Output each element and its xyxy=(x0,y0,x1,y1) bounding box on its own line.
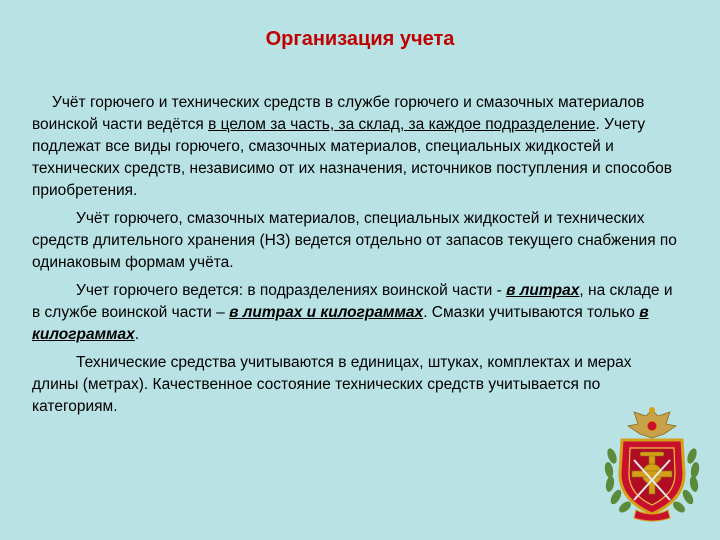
p1-text-b: . Учету подлежат все виды горючего, смазочных материалов, специальных жидкостей и технических средств, независимо от их назначения, источников поступления и способов приобретения. xyxy=(32,116,673,199)
p3-text-d: . xyxy=(134,326,140,343)
p3-emph-liters: в литрах xyxy=(506,282,580,299)
p1-text-a: Учёт горючего и технических средств в службе горючего и смазочных материалов воинской части ведётся xyxy=(32,94,645,133)
paragraph-3 xyxy=(32,280,682,346)
paragraph-2 xyxy=(32,208,682,274)
p3-emph-kg: в килограммах xyxy=(32,304,649,343)
eagle-icon xyxy=(628,407,676,438)
p3-text-c: . Смазки учитываются только xyxy=(423,304,640,321)
military-fuel-service-emblem-icon xyxy=(600,404,704,522)
slide-title: Организация учета xyxy=(265,28,455,50)
p3-text-b: , на складе и в службе воинской части – xyxy=(32,282,673,321)
p1-underlined-scope: в целом за часть, за склад, за каждое подразделение xyxy=(208,116,596,133)
p4-text: Технические средства учитываются в единицах, штуках, комплектах и мерах длины (метрах). Качественное состояние технических средств учитывается по категориям. xyxy=(32,354,632,415)
slide-body xyxy=(32,92,682,424)
paragraph-4 xyxy=(32,352,682,418)
p2-text: Учёт горючего, смазочных материалов, специальных жидкостей и технических средств длительного хранения (НЗ) ведется отдельно от запасов текущего снабжения по одинаковым формам учёта. xyxy=(32,210,677,271)
paragraph-1 xyxy=(32,92,682,202)
p3-emph-liters-kg: в литрах и килограммах xyxy=(229,304,424,321)
p3-text-a: Учет горючего ведется: в подразделениях воинской части - xyxy=(76,282,507,299)
